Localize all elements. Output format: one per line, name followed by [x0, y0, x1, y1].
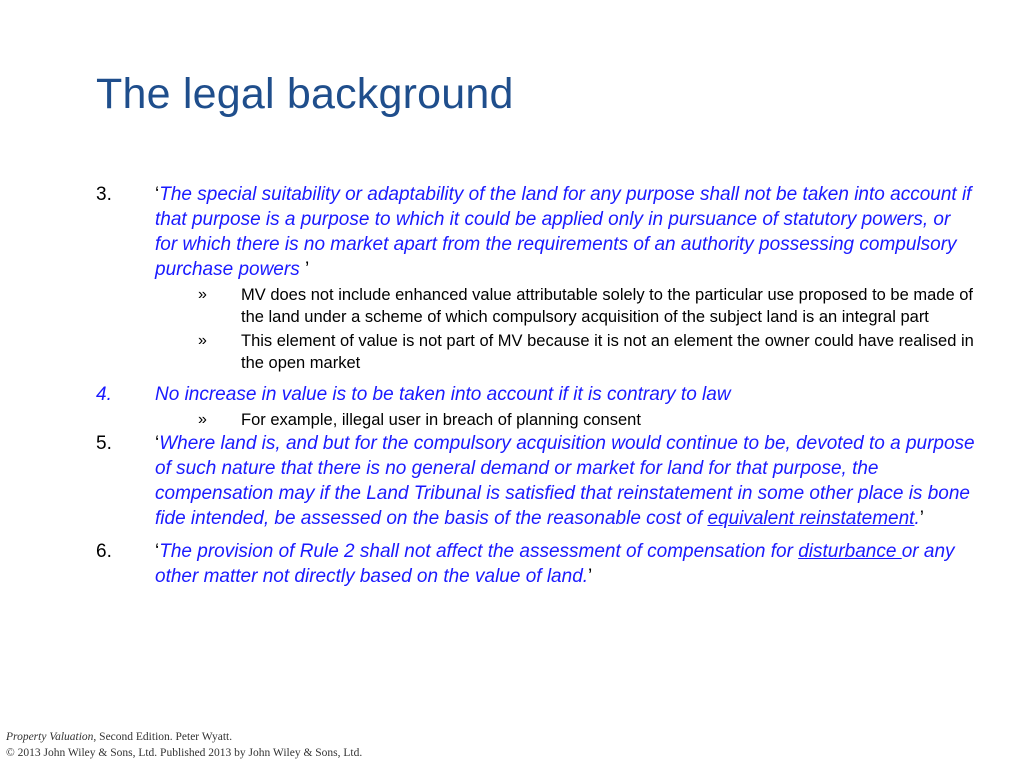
open-quote: ‘ [155, 433, 160, 454]
slide-title: The legal background [96, 70, 514, 118]
item-text [155, 431, 976, 531]
underlined-term: equivalent reinstatement [707, 508, 915, 529]
copyright-footer [6, 729, 362, 761]
sub-bullet-text: For example, illegal user in breach of planning consent [241, 411, 641, 429]
sub-bullet [96, 409, 976, 431]
bullet-marker: » [198, 411, 207, 428]
list-item-4 [96, 382, 976, 407]
item-number: 4. [96, 384, 112, 405]
list-item-5 [96, 431, 976, 531]
sub-bullet [96, 330, 976, 374]
item-text [155, 182, 976, 282]
open-quote: ‘ [155, 184, 160, 205]
close-quote: ’ [588, 566, 593, 587]
quote-text: The special suitability or adaptability of the land for any purpose shall not be taken into account if that purpose is a purpose to which it could be applied only in pursuance of statutory powers, or for which there is no market apart from the requirements of an authority possessing compulsory purchase powers [155, 184, 972, 280]
item-text [155, 539, 976, 589]
slide-body [96, 182, 976, 589]
quote-text: Where land is, and but for the compulsory acquisition would continue to be, devoted to a purpose of such nature that there is no general demand or market for land for that purpose, the compensation may if the Land Tribunal is satisfied that reinstatement in some other place is bone fide intended, be assessed on the basis of the reasonable cost of [155, 433, 975, 529]
item-text: No increase in value is to be taken into account if it is contrary to law [155, 384, 731, 405]
item-number: 3. [96, 184, 112, 205]
underlined-term: disturbance [798, 541, 902, 562]
footer-line-1 [6, 729, 362, 745]
close-quote: ’ [919, 508, 924, 529]
bullet-marker: » [198, 332, 207, 349]
open-quote: ‘ [155, 541, 160, 562]
bullet-marker: » [198, 286, 207, 303]
quote-end: or any other matter not directly based on the value of land. [155, 541, 955, 587]
book-title: Property Valuation [6, 731, 94, 743]
sub-bullet-text: MV does not include enhanced value attributable solely to the particular use proposed to be made of the land under a scheme of which compulsory acquisition of the subject land is an integral part [241, 286, 973, 326]
footer-line-2: © 2013 John Wiley & Sons, Ltd. Published 2013 by John Wiley & Sons, Ltd. [6, 747, 363, 759]
sub-bullet-text: This element of value is not part of MV because it is not an element the owner could have realised in the open market [241, 332, 974, 372]
quote-end: . [914, 508, 920, 529]
item-number: 6. [96, 541, 112, 562]
quote-text: The provision of Rule 2 shall not affect the assessment of compensation for [159, 541, 799, 562]
item-number: 5. [96, 433, 112, 454]
sub-bullet [96, 284, 976, 328]
list-item-3 [96, 182, 976, 282]
list-item-6 [96, 539, 976, 589]
close-quote: ’ [299, 259, 310, 280]
book-edition: , Second Edition. Peter Wyatt. [93, 731, 233, 743]
